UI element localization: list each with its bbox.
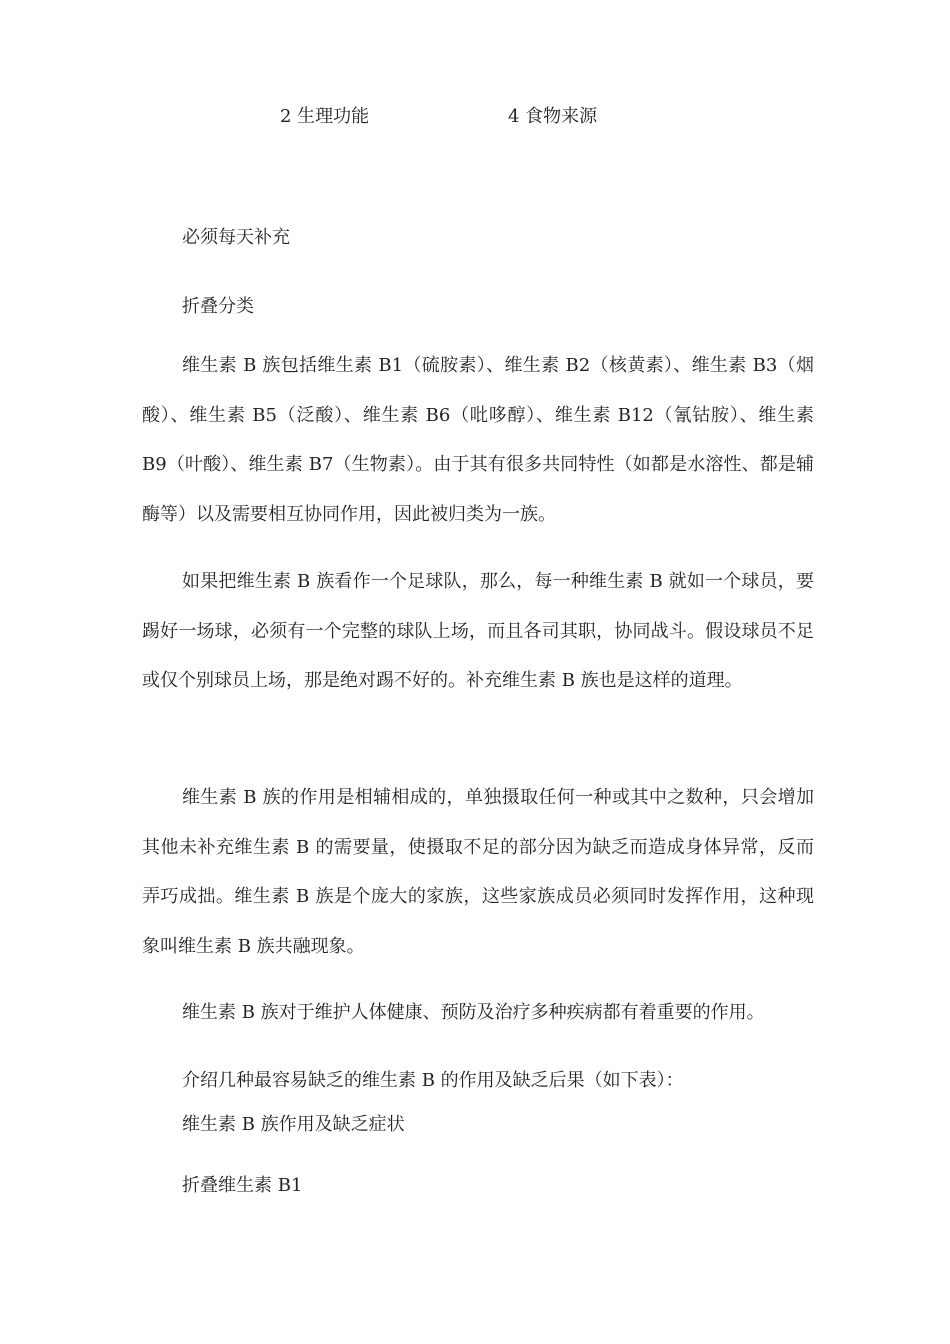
line-table-intro: 介绍几种最容易缺乏的维生素 B 的作用及缺乏后果（如下表）： xyxy=(182,1070,684,1091)
heading-vitamin-b1[interactable]: 折叠维生素 B1 xyxy=(182,1175,303,1196)
toc-item-food-sources[interactable]: 4 食物来源 xyxy=(508,106,598,127)
heading-daily-supplement: 必须每天补充 xyxy=(182,227,290,248)
heading-classification[interactable]: 折叠分类 xyxy=(182,296,254,317)
line-importance: 维生素 B 族对于维护人体健康、预防及治疗多种疾病都有着重要的作用。 xyxy=(182,1002,765,1023)
table-title: 维生素 B 族作用及缺乏症状 xyxy=(182,1114,405,1135)
paragraph-synergy: 维生素 B 族的作用是相辅相成的，单独摄取任何一种或其中之数种，只会增加其他未补充维生素 B 的需要量，使摄取不足的部分因为缺乏而造成身体异常，反而弄巧成拙。维生素 B 族是个庞大的家族，这些家族成员必须同时发挥作用，这种现象叫维生素 B 族共融现象。 xyxy=(142,787,814,957)
paragraph-b-complex-members: 维生素 B 族包括维生素 B1（硫胺素）、维生素 B2（核黄素）、维生素 B3（烟酸）、维生素 B5（泛酸）、维生素 B6（吡哆醇）、维生素 B12（氰钴胺）、维生素 B9（叶酸）、维生素 B7（生物素）。由于其有很多共同特性（如都是水溶性、都是辅酶等）以及需要相互协同作用，因此被归类为一族。 xyxy=(142,355,814,525)
paragraph-football-analogy: 如果把维生素 B 族看作一个足球队，那么，每一种维生素 B 就如一个球员，要踢好一场球，必须有一个完整的球队上场，而且各司其职，协同战斗。假设球员不足或仅个别球员上场，那是绝对踢不好的。补充维生素 B 族也是这样的道理。 xyxy=(142,571,814,691)
toc-item-physiology[interactable]: 2 生理功能 xyxy=(280,106,370,127)
